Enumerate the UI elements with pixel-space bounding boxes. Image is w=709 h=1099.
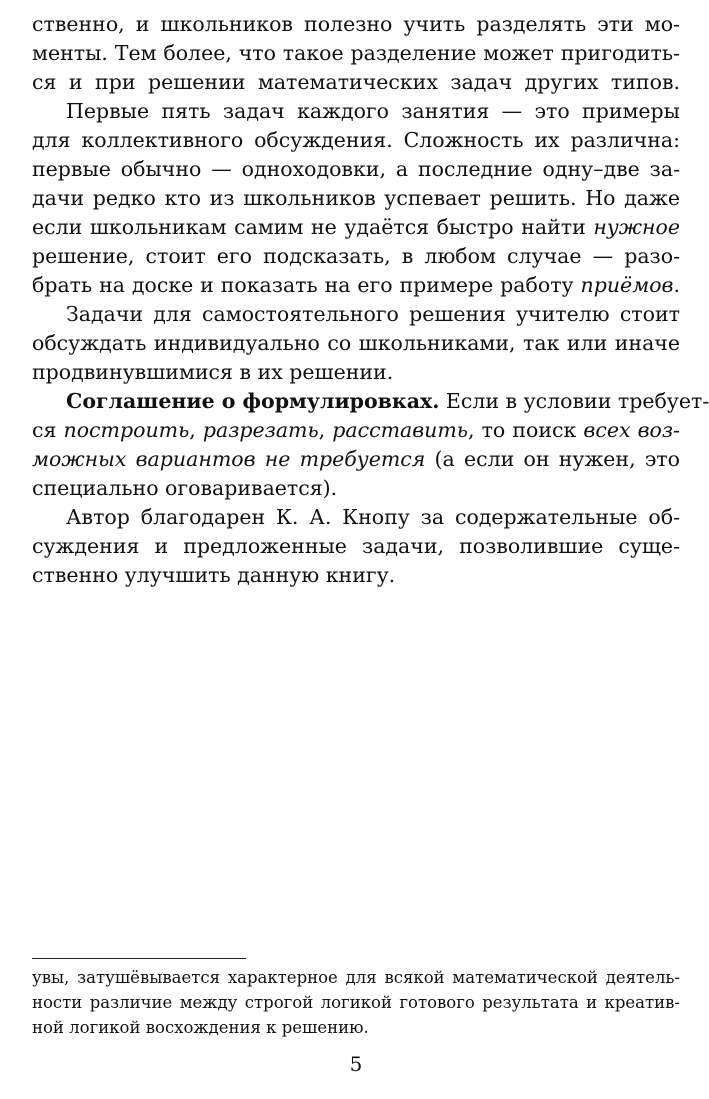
footnote-divider (32, 958, 246, 959)
italic-text: построить (63, 418, 190, 442)
text-span: если школьникам самим не удаётся быстро найти (32, 215, 594, 239)
text-line (32, 416, 680, 445)
text-span: , то поиск (467, 418, 584, 442)
text-line (32, 445, 680, 474)
main-text (32, 10, 709, 590)
text-span: брать на доске и показать на его примере работу (32, 273, 581, 297)
italic-text: разрезать (202, 418, 319, 442)
italic-text: можных вариантов не требуется (32, 447, 426, 471)
italic-text: всех воз- (583, 418, 680, 442)
text-line: Первые пять задач каждого занятия — это примеры (66, 99, 680, 123)
text-line: суждения и предложенные задачи, позволившие суще- (32, 534, 680, 558)
text-line: продвинувшимися в их решении. (32, 360, 394, 384)
text-line: для коллективного обсуждения. Сложность их различна: (32, 128, 680, 152)
bold-heading: Соглашение о формулировках. (66, 389, 440, 413)
footnote-line: ности различие между строгой логикой готового результата и креатив- (32, 993, 680, 1012)
text-line: Задачи для самостоятельного решения учителю стоит (66, 302, 680, 326)
italic-text: приёмов (580, 273, 674, 297)
page-number: 5 (349, 1052, 363, 1076)
text-line: специально оговаривается). (32, 476, 338, 500)
text-span: , (189, 418, 203, 442)
footnote-line: ной логикой восхождения к решению. (32, 1018, 369, 1037)
text-line: обсуждать индивидуально со школьниками, так или иначе (32, 331, 680, 355)
text-line (32, 213, 680, 242)
text-span: Если в условии требует- (439, 389, 709, 413)
text-line: Автор благодарен К. А. Кнопу за содержательные об- (66, 505, 680, 529)
text-span: ся (32, 418, 64, 442)
text-span: . (673, 273, 680, 297)
text-line: ственно улучшить данную книгу. (32, 563, 396, 587)
italic-text: расставить (332, 418, 468, 442)
text-line: ся и при решении математических задач других типов. (32, 70, 680, 94)
footnote (32, 965, 680, 1040)
footnote-line: увы, затушёвывается характерное для всякой математической деятель- (32, 968, 680, 987)
text-span: (а если он нужен, это (425, 447, 680, 471)
text-line: решение, стоит его подсказать, в любом случае — разо- (32, 244, 680, 268)
text-span: , (318, 418, 333, 442)
text-line (32, 271, 680, 300)
text-line: менты. Тем более, что такое разделение может пригодить- (32, 41, 680, 65)
text-line (32, 387, 709, 416)
text-line: дачи редко кто из школьников успевает решить. Но даже (32, 186, 680, 210)
italic-text: нужное (593, 215, 680, 239)
book-page (32, 0, 709, 1099)
text-line: ственно, и школьников полезно учить разделять эти мо- (32, 12, 680, 36)
text-line: первые обычно — одноходовки, а последние одну–две за- (32, 157, 680, 181)
